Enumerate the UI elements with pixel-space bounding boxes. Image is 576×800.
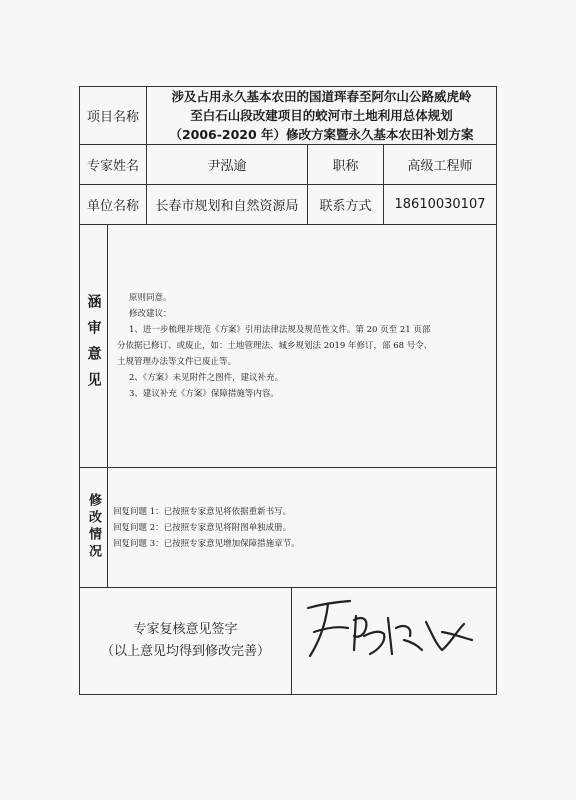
signoff-line: 专家复核意见签字 bbox=[133, 621, 238, 637]
signature-image bbox=[292, 588, 496, 693]
project-name-label: 项目名称 bbox=[86, 110, 139, 125]
review-opinion-text bbox=[108, 224, 496, 467]
review-line: 土规管理办法等文件已废止等。 bbox=[117, 357, 237, 367]
review-line: 1、进一步梳理并规范《方案》引用法律法规及规范性文件。第 20 页至 21 页部 bbox=[129, 325, 431, 335]
project-title bbox=[147, 87, 496, 144]
revision-line: 回复问题 3：已按照专家意见增加保障措施章节。 bbox=[113, 539, 300, 549]
review-opinion-label: 涵审意见 bbox=[85, 293, 102, 398]
revision-status-label: 修改情况 bbox=[86, 493, 101, 561]
signoff-line: （以上意见均得到修改完善） bbox=[100, 643, 270, 659]
review-line: 分依据已修订、或废止，如：土地管理法、城乡规划法 2019 年修订，部 68 号令、 bbox=[117, 341, 433, 351]
expert-name-label: 专家姓名 bbox=[86, 158, 139, 174]
project-title-line: 至白石山段改建项目的蛟河市土地利用总体规划 bbox=[190, 108, 453, 123]
review-line: 3、建议补充《方案》保障措施等内容。 bbox=[129, 389, 279, 399]
expert-review-form bbox=[79, 86, 497, 695]
review-line: 2、《方案》未见附件之图件，建议补充。 bbox=[129, 373, 284, 383]
revision-line: 回复问题 2：已按照专家意见将附图单独成册。 bbox=[113, 523, 292, 533]
contact-label: 联系方式 bbox=[319, 198, 372, 214]
expert-title-value: 高级工程师 bbox=[407, 158, 473, 174]
signoff-caption bbox=[80, 587, 291, 694]
review-line: 原则同意。 bbox=[129, 293, 172, 303]
unit-name-value: 长春市规划和自然资源局 bbox=[155, 198, 299, 214]
expert-name-value: 尹泓逾 bbox=[207, 158, 247, 174]
expert-title-label: 职称 bbox=[332, 158, 359, 174]
review-line: 修改建议： bbox=[129, 309, 172, 319]
unit-name-label: 单位名称 bbox=[86, 198, 139, 214]
contact-value: 18610030107 bbox=[394, 196, 486, 212]
project-title-line: （2006-2020 年）修改方案暨永久基本农田补划方案 bbox=[169, 127, 474, 142]
project-title-line: 涉及占用永久基本农田的国道珲春至阿尔山公路威虎岭 bbox=[171, 89, 472, 104]
revision-line: 回复问题 1：已按照专家意见将依据重新书写。 bbox=[113, 507, 292, 517]
revision-status-text bbox=[108, 467, 496, 587]
